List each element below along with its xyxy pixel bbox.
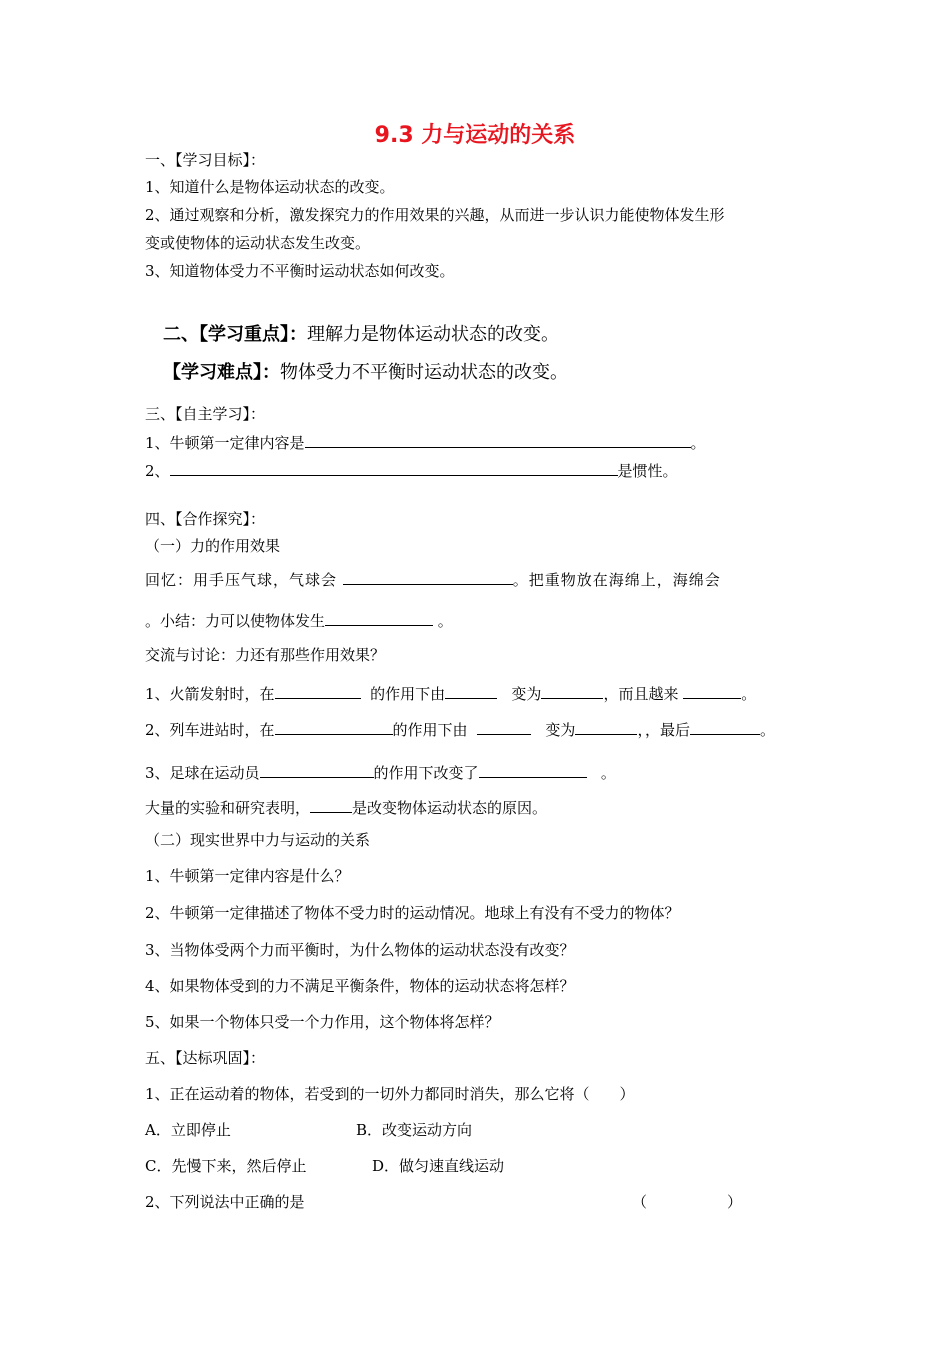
answer-blank[interactable] (170, 459, 618, 476)
answer-blank[interactable] (275, 718, 393, 735)
text-segment: 3、足球在运动员 (145, 764, 260, 782)
answer-blank[interactable] (260, 761, 374, 778)
q1-prefix: 1、牛顿第一定律内容是 (145, 434, 305, 452)
section-4-heading: 四、【合作探究】： (145, 510, 266, 528)
discussion-prompt: 交流与讨论：力还有那些作用效果？ (145, 646, 386, 664)
self-study-q1 (145, 431, 706, 453)
paren-left: （ (632, 1193, 648, 1211)
page-title: 9.3 力与运动的关系 (374, 123, 576, 148)
difficulty-label: 【学习难点】： (163, 362, 280, 383)
paren-right: ） (727, 1193, 743, 1211)
text-segment: 。 (759, 721, 775, 739)
answer-blank[interactable] (477, 718, 531, 735)
difficulty-line (163, 361, 568, 385)
text-segment: 。 (741, 685, 757, 703)
conclusion-line (145, 796, 547, 818)
option-d[interactable]: D．做匀速直线运动 (372, 1157, 505, 1175)
option-c[interactable]: C．先慢下来，然后停止 (145, 1157, 307, 1175)
answer-blank[interactable] (541, 682, 603, 699)
option-a[interactable]: A．立即停止 (145, 1121, 231, 1139)
rocket-question (145, 682, 756, 704)
text-segment: 的作用下改变了 (373, 764, 479, 782)
summary-line (145, 609, 453, 631)
summary-text-a: 。小结：力可以使物体发生 (145, 612, 326, 630)
discussion-question: 2、牛顿第一定律描述了物体不受力时的运动情况。地球上有没有不受力的物体？ (145, 904, 680, 922)
answer-blank[interactable] (325, 609, 433, 626)
answer-blank[interactable] (445, 682, 497, 699)
difficulty-text: 物体受力不平衡时运动状态的改变。 (280, 362, 568, 383)
answer-blank[interactable] (275, 682, 361, 699)
text-segment: 的作用下由 (370, 685, 446, 703)
summary-text-b: 。 (437, 612, 453, 630)
key-point-label: 二、【学习重点】： (163, 324, 307, 345)
discussion-question: 5、如果一个物体只受一个力作用，这个物体将怎样？ (145, 1013, 500, 1031)
goal-item: 3、知道物体受力不平衡时运动状态如何改变。 (145, 262, 455, 280)
conclusion-text-b: 是改变物体运动状态的原因。 (352, 799, 548, 817)
goal-item: 1、知道什么是物体运动状态的改变。 (145, 178, 395, 196)
q1-suffix: 。 (690, 434, 706, 452)
discussion-question: 1、牛顿第一定律内容是什么？ (145, 867, 350, 885)
answer-parentheses[interactable] (632, 1192, 742, 1212)
text-segment: 变为 (511, 685, 542, 703)
football-question (145, 761, 616, 783)
exercise-question: 1、正在运动着的物体，若受到的一切外力都同时消失，那么它将（ ） (145, 1085, 635, 1103)
key-point-line (163, 323, 559, 347)
option-b[interactable]: B．改变运动方向 (356, 1121, 473, 1139)
text-segment: 2、列车进站时，在 (145, 721, 275, 739)
answer-blank[interactable] (343, 568, 513, 585)
conclusion-text-a: 大量的实验和研究表明， (145, 799, 311, 817)
section-5-heading: 五、【达标巩固】： (145, 1049, 266, 1067)
section-1-heading: 一、【学习目标】： (145, 151, 266, 169)
exercise-question: 2、下列说法中正确的是 (145, 1193, 305, 1211)
answer-blank[interactable] (310, 796, 352, 813)
text-segment: 变为 (545, 721, 576, 739)
subsection-title: （一）力的作用效果 (145, 537, 281, 555)
answer-blank[interactable] (479, 761, 587, 778)
answer-blank[interactable] (690, 718, 760, 735)
text-segment: ，而且越来 (603, 685, 679, 703)
q2-prefix: 2、 (145, 462, 170, 480)
train-question: 2、列车进站时，在 的作用下由 变为 ，，最后 。 (145, 718, 775, 740)
section-3-heading: 三、【自主学习】： (145, 405, 266, 423)
text-segment: 1、火箭发射时，在 (145, 685, 275, 703)
discussion-question: 4、如果物体受到的力不满足平衡条件，物体的运动状态将怎样？ (145, 977, 575, 995)
answer-blank[interactable] (683, 682, 741, 699)
text-segment: 的作用下由 (392, 721, 468, 739)
key-point-text: 理解力是物体运动状态的改变。 (307, 324, 559, 345)
text-segment: 。 (600, 764, 616, 782)
discussion-question: 3、当物体受两个力而平衡时，为什么物体的运动状态没有改变？ (145, 941, 575, 959)
self-study-q2 (145, 459, 678, 481)
subsection-title: （二）现实世界中力与运动的关系 (145, 831, 371, 849)
answer-blank[interactable] (575, 718, 637, 735)
goal-item: 2、通过观察和分析，激发探究力的作用效果的兴趣，从而进一步认识力能使物体发生形 (145, 206, 725, 224)
recall-text-b: 。把重物放在海绵上，海绵会 (512, 571, 721, 589)
goal-item: 变或使物体的运动状态发生改变。 (145, 234, 371, 252)
recall-text-a: 回忆：用手压气球，气球会 (145, 571, 338, 589)
text-segment: ，最后 (644, 721, 690, 739)
q2-suffix: 是惯性。 (617, 462, 678, 480)
recall-line (145, 568, 721, 590)
answer-blank[interactable] (305, 431, 691, 448)
